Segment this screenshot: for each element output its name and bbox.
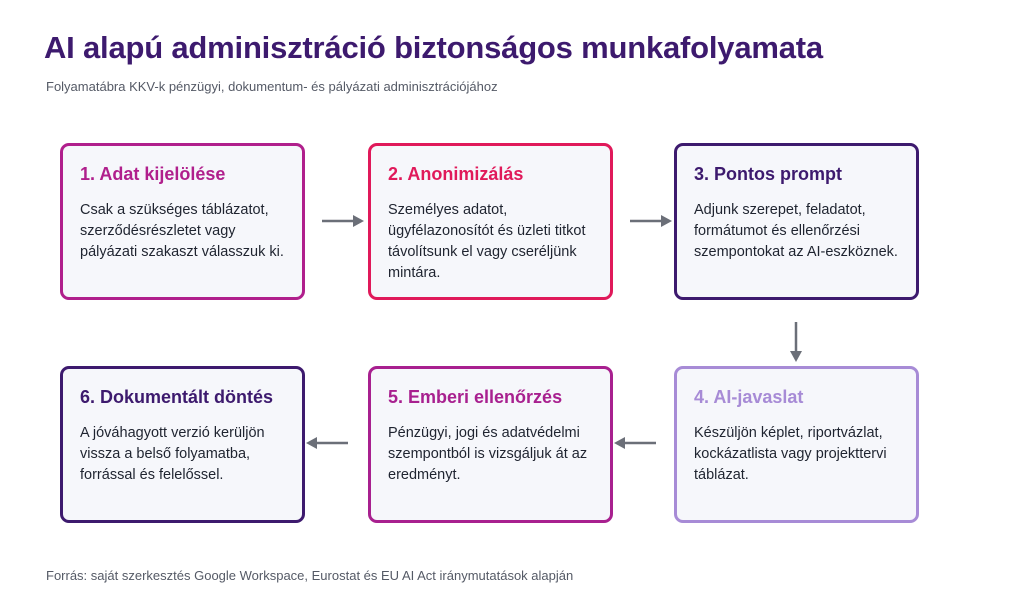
step-1-text: Csak a szükséges táblázatot, szerződésrészletet vagy pályázati szakaszt válasszuk ki. <box>80 202 284 260</box>
arrow-head <box>306 437 317 449</box>
arrow-right-icon <box>320 212 366 230</box>
step-2-text: Személyes adatot, ügyfélazonosítót és üzleti titkot távolítsunk el vagy cseréljünk mintára. <box>388 202 586 281</box>
step-5-title: 5. Emberi ellenőrzés <box>388 387 563 407</box>
step-2-title: 2. Anonimizálás <box>388 164 524 184</box>
step-4-text: Készüljön képlet, riportvázlat, kockázatlista vagy projekttervi táblázat. <box>694 425 887 483</box>
arrow-down-icon <box>787 320 805 364</box>
step-6-text: A jóváhagyott verzió kerüljön vissza a belső folyamatba, forrással és felelőssel. <box>80 425 265 483</box>
source-footer: Forrás: saját szerkesztés Google Workspace, Eurostat és EU AI Act iránymutatások alapján <box>46 568 574 583</box>
step-2-box <box>368 143 613 300</box>
page-title: AI alapú adminisztráció biztonságos munkafolyamata <box>44 30 823 65</box>
step-5-box <box>368 366 613 523</box>
step-6-title: 6. Dokumentált döntés <box>80 387 274 407</box>
arrow-head <box>661 215 672 227</box>
step-4-title: 4. AI-javaslat <box>694 387 804 407</box>
arrow-right-icon <box>628 212 674 230</box>
step-4-box <box>674 366 919 523</box>
page-subtitle: Folyamatábra KKV-k pénzügyi, dokumentum- és pályázati adminisztrációjához <box>46 79 498 94</box>
step-5-text: Pénzügyi, jogi és adatvédelmi szempontból is vizsgáljuk át az eredményt. <box>388 425 588 483</box>
step-3-text: Adjunk szerepet, feladatot, formátumot és ellenőrzési szempontokat az AI-eszköznek. <box>694 202 898 260</box>
arrow-head <box>790 351 802 362</box>
step-6-box <box>60 366 305 523</box>
arrow-head <box>614 437 625 449</box>
step-3-title: 3. Pontos prompt <box>694 164 842 184</box>
arrow-left-icon <box>612 434 658 452</box>
arrow-head <box>353 215 364 227</box>
arrow-left-icon <box>304 434 350 452</box>
step-1-box <box>60 143 305 300</box>
step-1-title: 1. Adat kijelölése <box>80 164 226 184</box>
step-3-box <box>674 143 919 300</box>
